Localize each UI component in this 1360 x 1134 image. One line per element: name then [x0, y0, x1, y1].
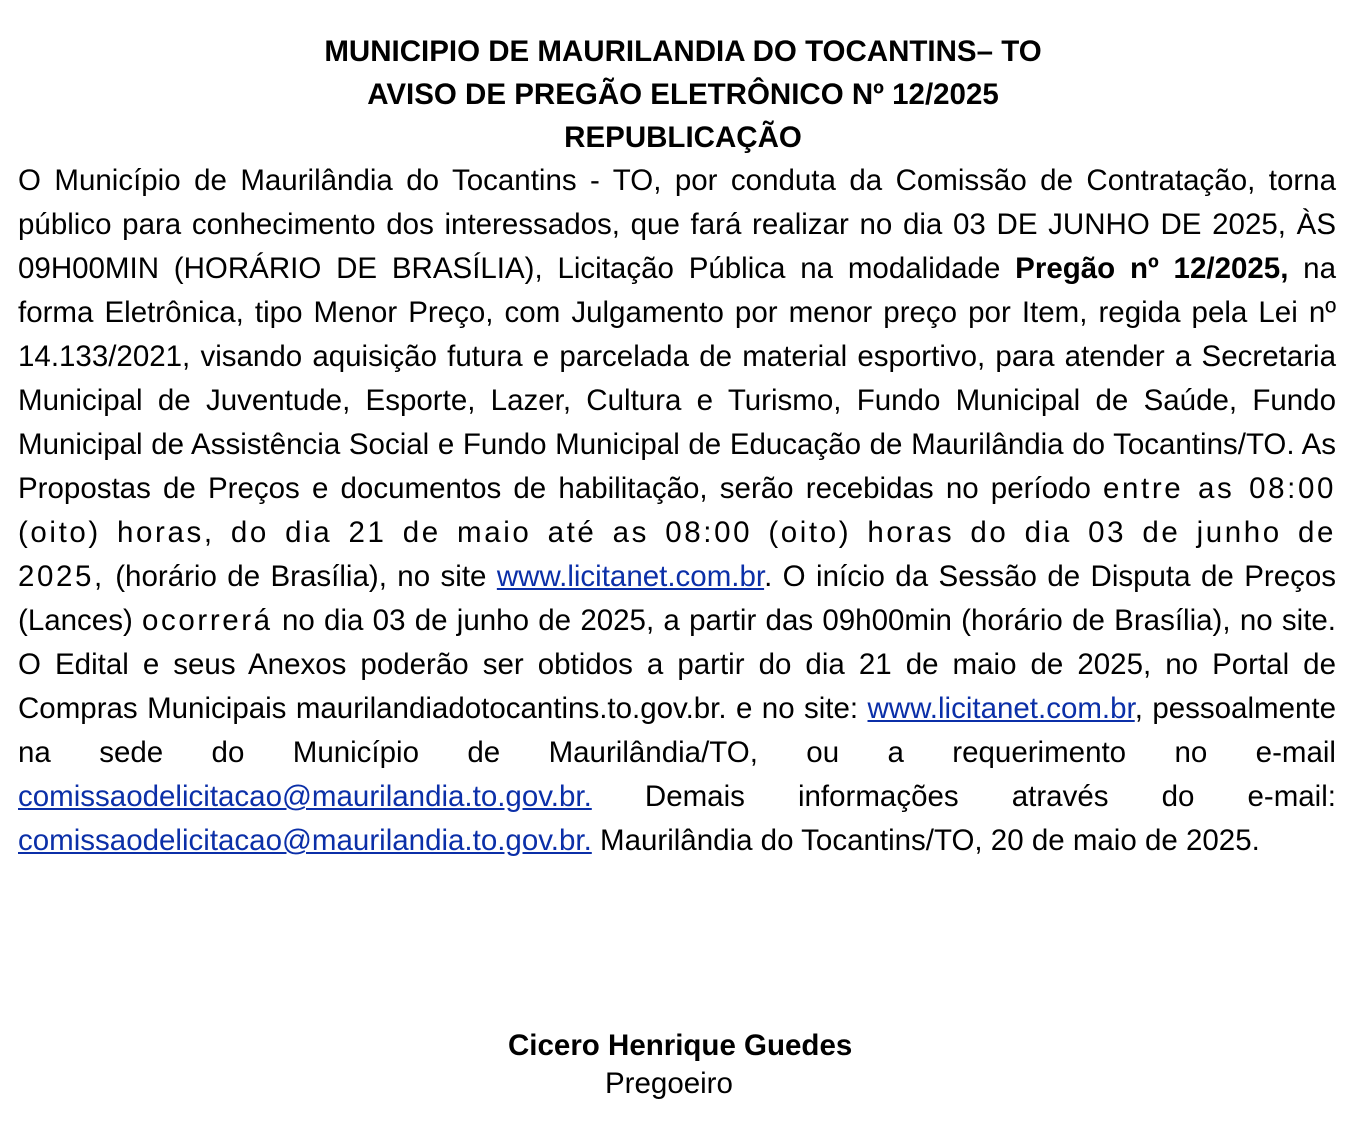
proposal-period: entre as 08:00 (oito) horas, do dia 21 de maio até as 08:00 (oito) horas do dia 03 de junho de 2025, [18, 472, 1336, 593]
signatory-name: Cicero Henrique Guedes [508, 1029, 853, 1062]
email-link-1[interactable]: comissaodelicitacao@maurilandia.to.gov.br. [18, 780, 592, 813]
body-text-part1: O Município de Maurilândia do Tocantins - TO, por conduta da Comissão de Contratação, torna público para conhecimento dos interessados, que fará realizar no dia 03 DE JUNHO DE 2025, ÀS 09H00MIN (HORÁRIO DE BRASÍLIA), Licitação Pública na modalidade [18, 164, 1336, 285]
notice-header [18, 30, 1336, 159]
licitanet-link-2[interactable]: www.licitanet.com.br [867, 692, 1135, 725]
republication-label: REPUBLICAÇÃO [564, 121, 802, 154]
body-text-part2: na forma Eletrônica, tipo Menor Preço, com Julgamento por menor preço por Item, regida pela Lei nº 14.133/2021, visando aquisição futura e parcelada de material esportivo, para atender a Secretaria Municipal de Juventude, Esporte, Lazer, Cultura e Turismo, Fundo Municipal de Saúde, Fundo Municipal de Assistência Social e Fundo Municipal de Educação de Maurilândia do Tocantins/TO. As Propostas de Preços e documentos de habilitação, serão recebidas no período [18, 252, 1336, 505]
body-text-part5: no dia 03 de junho de 2025, a partir das 09h00min (horário de Brasília), no site. O Edital e seus Anexos poderão ser obtidos a partir do dia 21 de maio de 2025, no Portal de Compras Municipais maurilandiadotocantins.to.gov.br. e no site: [18, 604, 1336, 725]
body-text-part7: Demais informações através do e-mail: [591, 780, 1336, 813]
body-text-part3: (horário de Brasília), no site [104, 560, 497, 593]
signatory-role: Pregoeiro [605, 1067, 733, 1100]
body-text-part4: . O início da Sessão de Disputa de Preços (Lances) [18, 560, 1337, 637]
notice-body [18, 159, 1336, 863]
email-link-2[interactable]: comissaodelicitacao@maurilandia.to.gov.br. [18, 824, 592, 857]
body-text-part6: , pessoalmente na sede do Município de Maurilândia/TO, ou a requerimento no e-mail [18, 692, 1336, 769]
notice-title: AVISO DE PREGÃO ELETRÔNICO Nº 12/2025 [367, 78, 999, 111]
body-text-part8: Maurilândia do Tocantins/TO, 20 de maio de 2025. [591, 824, 1260, 857]
licitanet-link-1[interactable]: www.licitanet.com.br [496, 560, 765, 593]
municipality-title: MUNICIPIO DE MAURILANDIA DO TOCANTINS– TO [324, 35, 1042, 68]
occur-word: ocorrerá [142, 604, 273, 637]
pregao-number-bold: Pregão nº 12/2025, [1015, 252, 1289, 285]
